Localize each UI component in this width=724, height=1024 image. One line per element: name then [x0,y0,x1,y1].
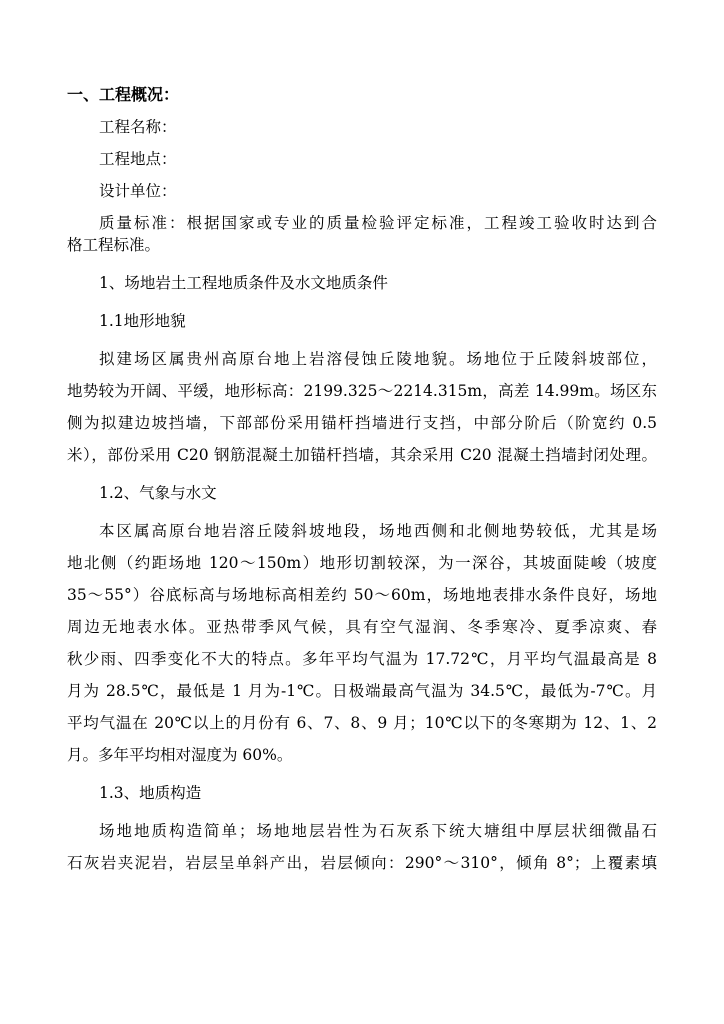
heading-terrain: 1.1地形地貌 [99,312,186,330]
terrain-line: 拟建场区属贵州高原台地上岩溶侵蚀丘陵地貌。场地位于丘陵斜坡部位， [99,350,657,368]
document-page [67,84,657,874]
climate-line: 35～55°）谷底标高与场地标高相差约 50～60m，场地地表排水条件良好，场地 [67,586,657,604]
quality-standard-line: 格工程标准。 [67,236,161,254]
design-unit-label: 设计单位： [99,182,177,200]
heading-climate: 1.2、气象与水文 [99,484,217,502]
terrain-line: 米），部份采用 C20 钢筋混凝土加锚杆挡墙，其余采用 C20 混凝土挡墙封闭处理。 [67,446,657,464]
project-name-label: 工程名称： [99,118,177,136]
heading-geology: 1.3、地质构造 [99,784,202,802]
terrain-line: 侧为拟建边坡挡墙，下部部份采用锚杆挡墙进行支挡，中部分阶后（阶宽约 0.5 [67,414,657,432]
climate-line: 周边无地表水体。亚热带季风气候，具有空气湿润、冬季寒冷、夏季凉爽、春 [67,618,657,636]
climate-line: 地北侧（约距场地 120～150m）地形切割较深，为一深谷，其坡面陡峻（坡度 [67,554,657,572]
climate-line: 月为 28.5℃，最低是 1 月为-1℃。日极端最高气温为 34.5℃，最低为-7℃。月 [67,682,657,700]
quality-standard-line: 质量标准：根据国家或专业的质量检验评定标准，工程竣工验收时达到合 [99,214,657,232]
geology-line: 石灰岩夹泥岩，岩层呈单斜产出，岩层倾向：290°～310°，倾角 8°；上覆素填 [67,854,657,872]
climate-line: 平均气温在 20℃以上的月份有 6、7、8、9 月；10℃以下的冬寒期为 12、1、2 [67,714,657,732]
heading-geology-hydrology: 1、场地岩土工程地质条件及水文地质条件 [99,274,388,292]
climate-line: 本区属高原台地岩溶丘陵斜坡地段，场地西侧和北侧地势较低，尤其是场 [99,522,657,540]
climate-line: 月。多年平均相对湿度为 60%。 [67,746,293,764]
terrain-line: 地势较为开阔、平缓，地形标高：2199.325～2214.315m，高差 14.99m。场区东 [67,382,657,400]
section-title: 一、工程概况： [67,85,180,104]
climate-line: 秋少雨、四季变化不大的特点。多年平均气温为 17.72℃，月平均气温最高是 8 [67,650,657,668]
geology-line: 场地地质构造简单；场地地层岩性为石灰系下统大塘组中厚层状细微晶石 [99,822,657,840]
project-location-label: 工程地点： [99,150,177,168]
